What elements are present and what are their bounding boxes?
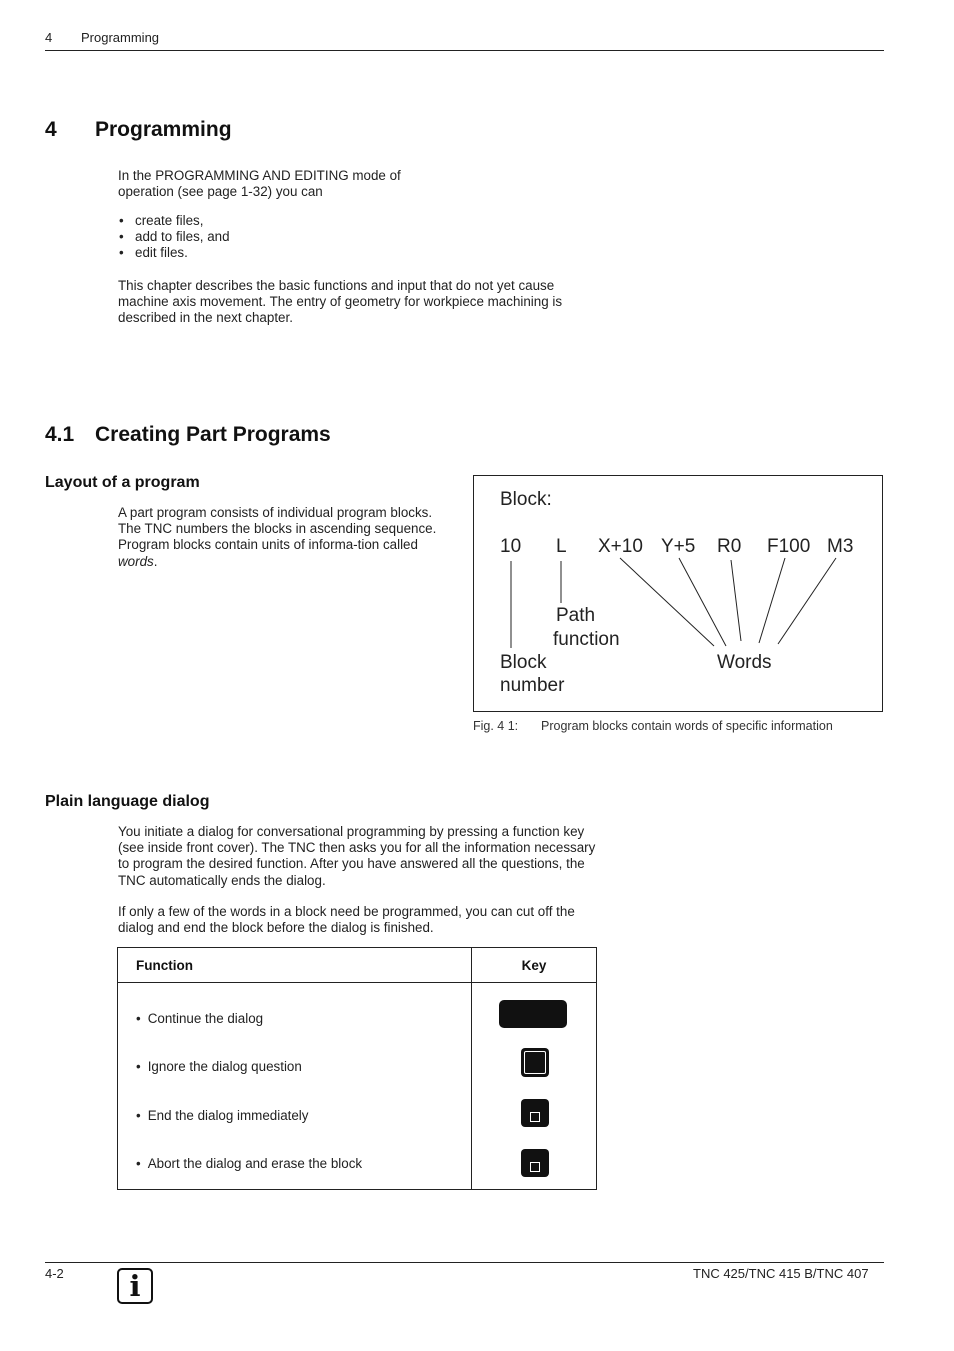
figure-word: X+10 [598,536,643,557]
layout-text-main: A part program consists of individual program blocks. The TNC numbers the blocks in ascending sequence. Program blocks contain units of informa-tion called [118,505,437,553]
chapter-description [118,278,598,327]
table-row: • Continue the dialog [136,1011,263,1026]
description-text: This chapter describes the basic functions and input that do not yet cause machine axis movement. The entry of geometry for workpiece machining is described in the next chapter. [118,278,563,326]
chapter-number: 4 [45,118,57,141]
header-rule [45,50,884,51]
table-row: • Abort the dialog and erase the block [136,1156,362,1171]
figure-word: F100 [767,536,811,557]
section-title: Creating Part Programs [95,423,331,446]
figure-caption-text: Program blocks contain words of specific information [541,719,833,733]
line-word-r [731,560,741,641]
line-word-y [679,558,726,646]
chapter-title: Programming [95,118,232,141]
figure-function-label: function [553,629,620,650]
table-row: • Ignore the dialog question [136,1059,302,1074]
figure-caption-label: Fig. 4 1: [473,719,519,733]
figure-word: M3 [827,536,854,557]
ent-key-icon [499,1000,567,1028]
list-item: • add to files, and [118,229,418,245]
list-item: • create files, [118,213,418,229]
figure-block-number-label: Block [500,652,547,673]
intro-text: In the PROGRAMMING AND EDITING mode of operation (see page 1-32) you can [118,168,401,200]
figure-word: Y+5 [661,536,696,557]
del-key-icon [521,1149,549,1177]
layout-heading: Layout of a program [45,474,200,491]
figure-block-label: Block: [500,489,552,510]
footer-page-number: 4-2 [45,1266,64,1281]
line-word-m [778,558,836,644]
footer-model: TNC 425/TNC 415 B/TNC 407 [693,1266,869,1281]
dialog-para-2-text: If only a few of the words in a block need be programmed, you can cut off the dialog and end the block before the dialog is finished. [118,904,575,936]
dialog-para-1-text: You initiate a dialog for conversational programming by pressing a function key (see inside front cover). The TNC then asks you for all the information necessary to program the desired function. After you have answered all the questions, the TNC automatically ends the dialog. [118,824,596,888]
figure-word: L [556,536,567,557]
info-icon: i [117,1268,153,1304]
dialog-para-1 [118,824,600,889]
figure-word: 10 [500,536,522,557]
header-page-number: 4 [45,30,53,45]
line-word-f [759,558,785,643]
figure-words-label: Words [717,652,772,673]
table-row: • End the dialog immediately [136,1108,308,1123]
table-header-function: Function [118,948,472,983]
table-header-key: Key [472,948,597,983]
chapter-intro [118,168,438,200]
list-item: • edit files. [118,245,418,261]
end-key-icon [521,1099,549,1127]
program-block-figure [473,475,883,712]
layout-text-italic: words [118,553,154,569]
layout-text [118,505,453,570]
table-header-row [118,948,597,983]
section-number: 4.1 [45,423,75,446]
layout-text-end: . [153,553,158,569]
chapter-bullet-list [118,213,418,262]
dialog-para-2 [118,904,600,936]
figure-block-number-label: number [500,675,565,696]
figure-path-label: Path [556,605,596,626]
dialog-heading: Plain language dialog [45,793,210,810]
footer-rule [45,1262,884,1263]
figure-word: R0 [717,536,742,557]
header-chapter: Programming [81,30,160,45]
no-ent-key-icon [521,1048,549,1077]
line-word-x [620,558,714,646]
